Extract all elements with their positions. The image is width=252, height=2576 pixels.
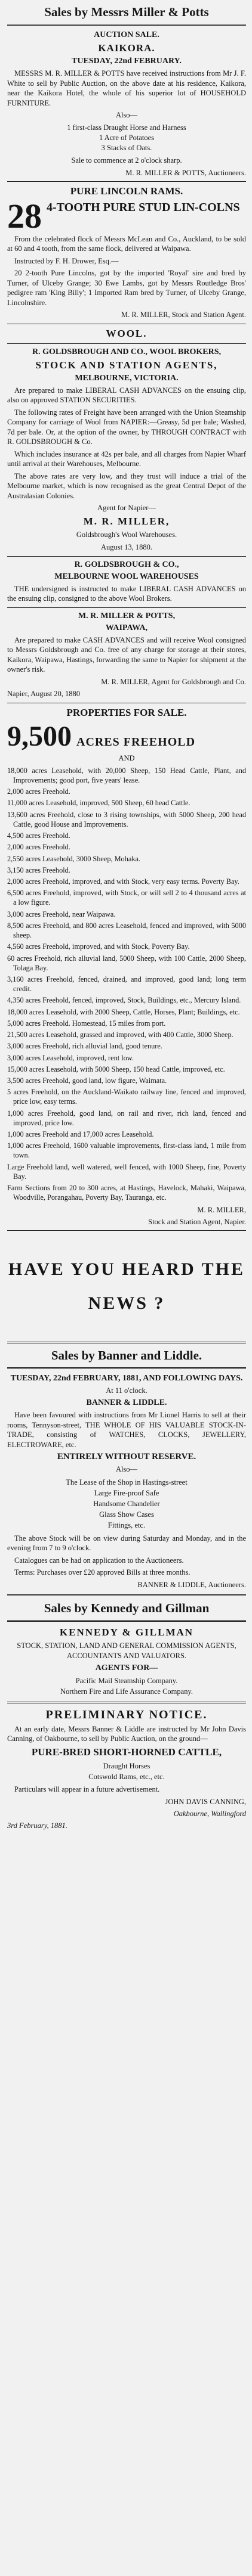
- question-line: NEWS ?: [88, 1293, 165, 1314]
- list-item: 4,500 acres Freehold.: [7, 831, 70, 840]
- list-item: 13,600 acres Freehold, close to 3 rising townships, with 5000 Sheep, 200 head Cattle, good House and Improvements.: [7, 810, 246, 828]
- notice-title: PRELIMINARY NOTICE.: [45, 1708, 208, 1721]
- list-item: 1,000 acres Freehold and 17,000 acres Leasehold.: [7, 1130, 154, 1139]
- wool-city: MELBOURNE, VICTORIA.: [75, 373, 179, 383]
- divider: [7, 1367, 246, 1369]
- properties-headline: [7, 722, 246, 751]
- auction-label: AUCTION SALE.: [94, 30, 159, 40]
- sale-body: The above Stock will be on view during Saturday and Monday, and in the evening from 7 to 9 o'clock.: [7, 1534, 246, 1553]
- section-title: Sales by Banner and Liddle.: [51, 1348, 202, 1363]
- list-item: Fittings, etc.: [107, 1521, 146, 1530]
- signature: BANNER & LIDDLE, Auctioneers.: [137, 1580, 246, 1589]
- signature-place: Oakbourne, Wallingford: [173, 1809, 246, 1818]
- firm-name: KENNEDY & GILLMAN: [59, 1626, 194, 1638]
- rams-heading: 4-TOOTH PURE STUD LIN-COLNS: [47, 200, 240, 214]
- rams-count: 28: [7, 196, 42, 235]
- also-list: [7, 1477, 246, 1531]
- notice-date: 3rd February, 1881.: [7, 1821, 67, 1830]
- list-item: 2,550 acres Leasehold, 3000 Sheep, Mohaka.: [7, 854, 140, 863]
- list-item: 8,500 acres Freehold, and 800 acres Leasehold, fenced and improved, with 5000 sheep.: [7, 921, 246, 940]
- rams-headline: [7, 196, 246, 235]
- signature-title: Stock and Station Agent, Napier.: [148, 1217, 246, 1226]
- sale-body: Have been favoured with instructions from Mr Lionel Harris to sell at their rooms, Tennyson-street, THE WHOLE OF HIS VALUABLE STOCK-IN-TRADE, consisting of WATCHES, CLOCKS, JEWELLERY, ELECTROWARE, etc.: [7, 1411, 246, 1449]
- question-line: HAVE YOU HEARD THE: [8, 1259, 245, 1280]
- list-item: 60 acres Freehold, rich alluvial land, 5000 Sheep, with 100 Cattle, 2000 Sheep, Tolaga Bay.: [7, 954, 246, 972]
- list-item: 18,000 acres Leasehold, with 2000 Sheep, Cattle, Horses, Plant; Buildings, etc.: [7, 1007, 240, 1016]
- divider: [7, 607, 246, 608]
- section-title: Sales by Kennedy and Gillman: [44, 1600, 210, 1615]
- list-item: 6,500 acres Freehold, improved, with Stock, or will sell 2 to 4 thousand acres at a low figure.: [7, 889, 246, 907]
- also-label: Also—: [115, 1465, 138, 1474]
- list-item: 5,000 acres Freehold. Homestead, 15 miles from port.: [7, 1019, 166, 1028]
- list-item: 3,000 acres Freehold, rich alluvial land, good tenure.: [7, 1042, 162, 1051]
- reserve-note: ENTIRELY WITHOUT RESERVE.: [57, 1452, 196, 1462]
- wool-body: Are prepared to make LIBERAL CASH ADVANCES on the ensuing clip, also on approved STATION SECURITIES.: [7, 386, 246, 405]
- list-item: Large Freehold land, well watered, well fenced, with 1000 Sheep, fine, Poverty Bay.: [7, 1162, 246, 1181]
- agents-list: [7, 1675, 246, 1697]
- also-list: [7, 123, 246, 153]
- goldsbrough-subtitle: MELBOURNE WOOL WAREHOUSES: [54, 572, 199, 581]
- sale-body: Terms: Purchases over £20 approved Bills at three months.: [14, 1568, 190, 1577]
- news-question: [7, 1252, 246, 1320]
- waipawa-date: Napier, August 20, 1880: [7, 690, 81, 699]
- signature: M. R. MILLER, Stock and Station Agent.: [121, 311, 246, 319]
- agent-label: Agent for Napier—: [97, 504, 156, 513]
- waipawa-place: WAIPAWA,: [105, 623, 148, 632]
- firm-name: BANNER & LIDDLE.: [86, 1398, 167, 1408]
- list-item: 15,000 acres Leasehold, with 5000 Sheep, 150 head Cattle, improved, etc.: [7, 1064, 225, 1073]
- list-item: 21,500 acres Leasehold, grassed and improved, with 400 Cattle, 3000 Sheep.: [7, 1031, 233, 1039]
- sale-body: Catalogues can be had on application to the Auctioneers.: [14, 1556, 184, 1565]
- auction-place: KAIKORA.: [98, 42, 155, 54]
- waipawa-title: M. R. MILLER & POTTS,: [78, 611, 176, 620]
- signature: M. R. MILLER & POTTS, Auctioneers.: [125, 168, 246, 177]
- also-label: Also—: [115, 111, 138, 120]
- wool-firm: R. GOLDSBROUGH AND CO., WOOL BROKERS,: [32, 347, 221, 356]
- list-item: 11,000 acres Leasehold, improved, 500 Sheep, 60 head Cattle.: [7, 799, 190, 808]
- rams-title: PURE LINCOLN RAMS.: [70, 185, 183, 197]
- kennedy-gillman-section: [7, 1601, 246, 1697]
- list-item: 3,000 acres Leasehold, improved, rent low.: [7, 1053, 134, 1062]
- list-item: 1,000 acres Freehold, 1600 valuable improvements, first-class land, 1 mile from town.: [7, 1141, 246, 1160]
- list-item: 18,000 acres Leasehold, with 20,000 Sheep, 150 Head Cattle, Plant, and Improvements; good port, five years' lease.: [7, 766, 246, 785]
- list-item: Large Fire-proof Safe: [94, 1489, 159, 1498]
- commence-note: Sale to commence at 2 o'clock sharp.: [71, 156, 182, 165]
- section-title: Sales by Messrs Miller & Potts: [44, 5, 209, 19]
- properties-section: [7, 707, 246, 1227]
- signature-name: M. R. MILLER,: [197, 1205, 246, 1214]
- sale-date: TUESDAY, 22nd FEBRUARY, 1881, AND FOLLOWING DAYS.: [10, 1374, 243, 1383]
- goldsbrough-title: R. GOLDSBROUGH & CO.,: [74, 560, 179, 569]
- firm-description: STOCK, STATION, LAND AND GENERAL COMMISSION AGENTS, ACCOUNTANTS AND VALUATORS.: [17, 1641, 236, 1660]
- list-item: Northern Fire and Life Assurance Company.: [60, 1687, 193, 1696]
- wool-title: WOOL.: [106, 327, 147, 339]
- divider: [7, 343, 246, 344]
- list-item: 2,000 acres Freehold, improved, and with Stock, very easy terms. Poverty Bay.: [7, 877, 239, 886]
- divider: [7, 1702, 246, 1703]
- divider: [7, 181, 246, 182]
- banner-liddle-section: [7, 1348, 246, 1590]
- signature-name: JOHN DAVIS CANNING,: [165, 1797, 246, 1806]
- properties-title: PROPERTIES FOR SALE.: [66, 706, 187, 718]
- notice-headline: PURE-BRED SHORT-HORNED CATTLE,: [31, 1746, 222, 1758]
- list-item: 3 Stacks of Oats.: [101, 143, 152, 152]
- list-item: 3,150 acres Freehold.: [7, 865, 70, 874]
- rams-body: Instructed by F. H. Drower, Esq.—: [14, 256, 119, 265]
- list-item: Draught Horses: [103, 1761, 150, 1770]
- divider: [7, 556, 246, 557]
- agents-label: AGENTS FOR—: [95, 1663, 158, 1672]
- wool-body: The following rates of Freight have been arranged with the Union Steamship Company for carriage of Wool from NAPIER:—Greasy, 5d per bale; Washed, 7d per bale. Or, at the option of the owner, by THROUGH CONTRACT with R. GOLDSBROUGH & Co.: [7, 408, 246, 446]
- properties-acres-label: ACRES FREEHOLD: [76, 735, 196, 749]
- list-item: 3,160 acres Freehold, fenced, drained, and improved, good land; long term credit.: [7, 974, 246, 994]
- list-item: 3,500 acres Freehold, good land, low figure, Waimata.: [7, 1076, 167, 1085]
- goldsbrough-section: [7, 560, 246, 604]
- auction-intro: MESSRS M. R. MILLER & POTTS have received instructions from Mr J. F. White to sell by Public Auction, on the above date at his residence, Kaikora, near the Kaikora Hotel, the whole of his superior lot of HOUSEHOLD FURNITURE.: [7, 69, 246, 107]
- list-item: 1 Acre of Potatoes: [99, 133, 154, 142]
- list-item: 1,000 acres Freehold, good land, on rail and river, rich land, fenced and improved, price low.: [7, 1109, 246, 1127]
- miller-potts-section: [7, 5, 246, 178]
- divider: [7, 1342, 246, 1343]
- wool-section: [7, 328, 246, 553]
- list-item: The Lease of the Shop in Hastings-street: [66, 1478, 188, 1486]
- sale-time: At 11 o'clock.: [106, 1386, 147, 1395]
- signature: M. R. MILLER, Agent for Goldsbrough and Co.: [101, 677, 246, 686]
- divider: [7, 1230, 246, 1231]
- list-item: Handsome Chandelier: [93, 1500, 160, 1509]
- notice-body: At an early date, Messrs Banner & Liddle are instructed by Mr John Davis Canning, of Oakbourne, to sell by Public Auction, on the ground—: [7, 1724, 246, 1743]
- lincoln-rams-section: [7, 185, 246, 320]
- divider: [7, 1594, 246, 1596]
- properties-acres: 9,500: [7, 720, 72, 752]
- wool-body: Which includes insurance at 42s per bale, and all charges from Napier Wharf until arrival at their Warehouses, Melbourne.: [7, 449, 246, 468]
- list-item: 2,000 acres Freehold.: [7, 787, 70, 796]
- properties-and: AND: [118, 753, 135, 762]
- agent-name: M. R. MILLER,: [83, 516, 170, 527]
- wool-body: The above rates are very low, and they trust will induce a trial of the Melbourne market, which is now recognised as the great Central Depot of the Australasian Colonies.: [7, 471, 246, 500]
- list-item: Pacific Mail Steamship Company.: [75, 1676, 178, 1685]
- wool-firm-sub: STOCK AND STATION AGENTS,: [35, 359, 218, 371]
- list-item: 4,350 acres Freehold, fenced, improved, Stock, Buildings, etc., Mercury Island.: [7, 996, 241, 1005]
- list-item: 4,560 acres Freehold, improved, and with Stock, Poverty Bay.: [7, 942, 190, 951]
- waipawa-body: Are prepared to make CASH ADVANCES and will receive Wool consigned to Messrs Goldsbrough and Co. free of any charge for storage at their stores, Kaikora, Waipawa, Hastings, forwarding the same to Napier for shipment at the owner's risk.: [7, 635, 246, 674]
- list-item: 5 acres Freehold, on the Auckland-Waikato railway line, fenced and improved, price low, easy terms.: [7, 1088, 246, 1106]
- notice-footer: Particulars will appear in a future advertisement.: [14, 1785, 160, 1794]
- divider: [7, 24, 246, 26]
- notice-items: [7, 1761, 246, 1782]
- list-item: Farm Sections from 20 to 300 acres, at Hastings, Havelock, Mahaki, Waipawa, Woodville, Porangahau, Poverty Bay, Tauranga, etc.: [7, 1184, 246, 1202]
- divider: [7, 1620, 246, 1622]
- list-item: Cotswold Rams, etc., etc.: [88, 1773, 165, 1782]
- goldsbrough-body: THE undersigned is instructed to make LIBERAL CASH ADVANCES on the ensuing clip, consigned to the above Wool Brokers.: [7, 584, 246, 603]
- list-item: 3,000 acres Freehold, near Waipawa.: [7, 910, 116, 918]
- rams-body: 20 2-tooth Pure Lincolns, got by the imported 'Royal' sire and bred by Turner, of Ulceby Grange; 30 Ewe Lambs, got by Messrs Routledge Bros' pedigree ram 'King Billy'; 1 Imported Ram bred by Turner, of Ulceby Grange, Lincolnshire.: [7, 269, 246, 307]
- properties-list: [7, 766, 246, 1203]
- agent-title: Goldsbrough's Wool Warehouses.: [76, 530, 177, 539]
- rams-body: From the celebrated flock of Messrs McLean and Co., Auckland, to be sold at 60 and 4 tooth, from the same flock, delivered at Waipawa.: [7, 234, 246, 253]
- waipawa-section: [7, 612, 246, 699]
- preliminary-notice-section: [7, 1708, 246, 1831]
- auction-date: TUESDAY, 22nd FEBRUARY.: [72, 57, 182, 66]
- list-item: 2,000 acres Freehold.: [7, 843, 70, 852]
- list-item: 1 first-class Draught Horse and Harness: [67, 123, 186, 132]
- list-item: Glass Show Cases: [99, 1510, 154, 1519]
- agent-date: August 13, 1880.: [100, 542, 153, 551]
